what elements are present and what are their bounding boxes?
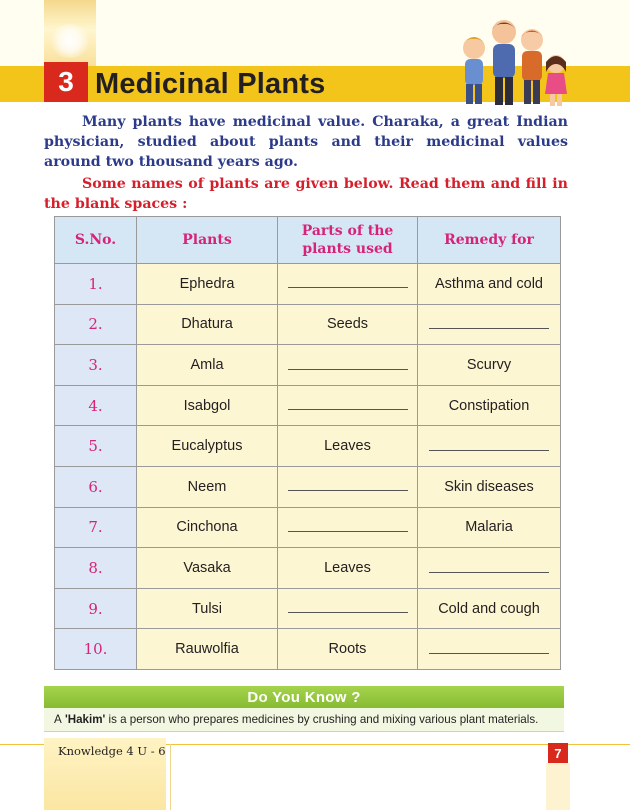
cell-sno: 8. [55,548,137,589]
cell-plant: Isabgol [137,385,278,426]
table-row [55,629,561,670]
cell-plant: Neem [137,466,278,507]
cell-part: Seeds [278,304,418,345]
cell-part [278,588,418,629]
header-sno: S.No. [55,217,137,264]
chapter-number-badge: 3 [44,62,88,102]
cell-plant: Cinchona [137,507,278,548]
cell-plant: Amla [137,345,278,386]
do-you-know-prefix: A [54,713,62,726]
do-you-know-text: is a person who prepares medicines by crushing and mixing various plant materials. [108,713,539,726]
table-row [55,466,561,507]
do-you-know-term: 'Hakim' [64,713,106,726]
table-row [55,507,561,548]
instruction-paragraph: Some names of plants are given below. Read them and fill in the blank spaces : [44,176,568,212]
do-you-know-body [44,708,564,732]
cell-sno: 9. [55,588,137,629]
header-plants: Plants [137,217,278,264]
header-remedy: Remedy for [418,217,561,264]
cell-remedy: Constipation [418,385,561,426]
footer-label: Knowledge 4 U - 6 [58,744,166,758]
cell-remedy [418,548,561,589]
footer-right-strip [546,763,570,810]
table-row [55,345,561,386]
fill-in-blank[interactable] [288,531,408,532]
table-row [55,426,561,467]
cell-plant: Eucalyptus [137,426,278,467]
fill-in-blank[interactable] [288,490,408,491]
fill-in-blank[interactable] [288,612,408,613]
cell-part [278,385,418,426]
table-header-row [55,217,561,264]
children-illustration [452,12,572,110]
cell-sno: 10. [55,629,137,670]
cell-sno: 5. [55,426,137,467]
table-row [55,304,561,345]
fill-in-blank[interactable] [288,287,408,288]
cell-plant: Rauwolfia [137,629,278,670]
table-row [55,385,561,426]
cell-part: Leaves [278,426,418,467]
table-row [55,548,561,589]
page-number: 7 [548,743,568,763]
cell-part: Leaves [278,548,418,589]
cell-remedy: Cold and cough [418,588,561,629]
table-row [55,264,561,305]
cell-plant: Tulsi [137,588,278,629]
intro-paragraph: Many plants have medicinal value. Charaka, a great Indian physician, studied about plants and their medicinal values around two thousand years ago. [44,114,568,170]
fill-in-blank[interactable] [429,572,549,573]
cell-sno: 6. [55,466,137,507]
fill-in-blank[interactable] [429,653,549,654]
cell-sno: 2. [55,304,137,345]
cell-part [278,345,418,386]
cell-part: Roots [278,629,418,670]
cell-plant: Dhatura [137,304,278,345]
cell-sno: 4. [55,385,137,426]
do-you-know-heading: Do You Know ? [44,686,564,708]
chapter-tab-decoration [44,0,96,66]
footer-middle-panel [170,744,540,810]
cell-sno: 7. [55,507,137,548]
medicinal-plants-table [54,216,561,670]
cell-part [278,264,418,305]
fill-in-blank[interactable] [429,450,549,451]
header-parts: Parts of the plants used [278,217,418,264]
cell-remedy [418,629,561,670]
cell-plant: Vasaka [137,548,278,589]
fill-in-blank[interactable] [429,328,549,329]
cell-remedy: Skin diseases [418,466,561,507]
table-body [55,264,561,670]
chapter-title: Medicinal Plants [95,67,326,100]
cell-part [278,507,418,548]
cell-remedy: Scurvy [418,345,561,386]
table-row [55,588,561,629]
fill-in-blank[interactable] [288,409,408,410]
cell-part [278,466,418,507]
cell-sno: 1. [55,264,137,305]
cell-sno: 3. [55,345,137,386]
cell-remedy: Malaria [418,507,561,548]
cell-remedy [418,426,561,467]
fill-in-blank[interactable] [288,369,408,370]
cell-plant: Ephedra [137,264,278,305]
cell-remedy: Asthma and cold [418,264,561,305]
cell-remedy [418,304,561,345]
